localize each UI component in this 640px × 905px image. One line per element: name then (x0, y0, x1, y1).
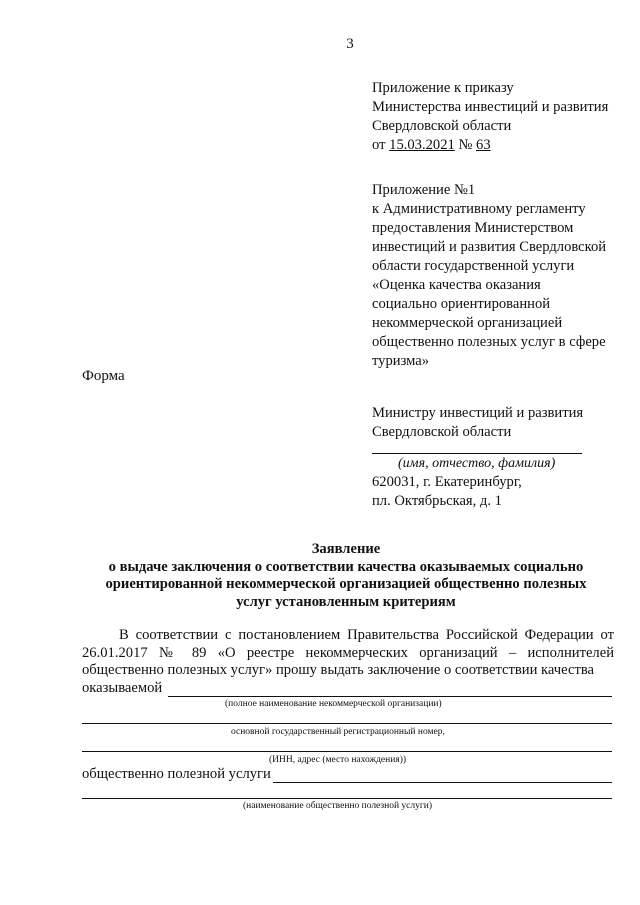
regulation-annex-line: Приложение №1 (372, 182, 476, 198)
body-paragraph (82, 627, 614, 680)
regulation-annex-line: инвестиций и развития Свердловской (372, 239, 607, 255)
service-name-caption: (наименование общественно полезной услуги) (243, 801, 433, 811)
ogrn-field[interactable] (82, 709, 612, 724)
org-name-field[interactable] (168, 682, 612, 697)
date-prefix: от (372, 137, 390, 153)
order-annex-line3: Свердловской области (372, 118, 512, 134)
title-line1: Заявление (311, 541, 381, 557)
inn-address-field[interactable] (82, 737, 612, 752)
title-line4: услуг установленным критериям (236, 593, 456, 610)
page-number: 3 (346, 36, 354, 52)
regulation-annex-block (372, 181, 606, 371)
regulation-annex-line: «Оценка качества оказания (372, 277, 541, 293)
addressee-block (372, 404, 583, 442)
order-date: 15.03.2021 (389, 137, 455, 153)
regulation-annex-line: предоставления Министерством (372, 220, 574, 236)
order-annex-line1: Приложение к приказу (372, 80, 514, 96)
order-annex-line2: Министерства инвестиций и развития (372, 99, 609, 115)
address-line2: пл. Октябрьская, д. 1 (372, 493, 502, 509)
form-label: Форма (82, 368, 125, 384)
addressee-line1: Министру инвестиций и развития (372, 405, 584, 421)
order-number: 63 (476, 137, 491, 153)
body-text: В соответствии с постановлением Правительства Российской Федерации от 26.01.2017 № 89 «О реестре некоммерческих организаций – исполнителей общественно полезных услуг» прошу выдать заключение о соответствии качества (82, 627, 614, 678)
regulation-annex-line: туризма» (372, 353, 430, 369)
org-name-caption: (полное наименование некоммерческой организации) (225, 699, 442, 709)
document-title (80, 541, 612, 611)
regulation-annex-line: некоммерческой организацией (372, 315, 563, 331)
ogrn-caption: основной государственный регистрационный номер, (231, 727, 445, 737)
order-annex-block (372, 79, 608, 155)
service-name-field[interactable] (82, 784, 612, 799)
regulation-annex-line: области государственной услуги (372, 258, 575, 274)
regulation-annex-line: общественно полезных услуг в сфере (372, 334, 606, 350)
title-line2: о выдаче заключения о соответствии качества оказываемых социально (108, 558, 584, 575)
addressee-name-line[interactable] (372, 453, 582, 454)
lead-label: оказываемой (82, 680, 163, 696)
service-label: общественно полезной услуги (82, 766, 271, 782)
order-date-line (372, 136, 608, 155)
address-line1: 620031, г. Екатеринбург, (372, 474, 522, 490)
regulation-annex-line: к Административному регламенту (372, 201, 586, 217)
addressee-name-caption: (имя, отчество, фамилия) (398, 456, 556, 471)
addressee-line2: Свердловской области (372, 424, 512, 440)
regulation-annex-line: социально ориентированной (372, 296, 551, 312)
address-block (372, 473, 522, 511)
number-prefix: № (454, 137, 477, 153)
service-field[interactable] (273, 768, 612, 783)
inn-address-caption: (ИНН, адрес (место нахождения)) (269, 755, 407, 765)
title-line3: ориентированной некоммерческой организацией общественно полезных (105, 576, 587, 592)
